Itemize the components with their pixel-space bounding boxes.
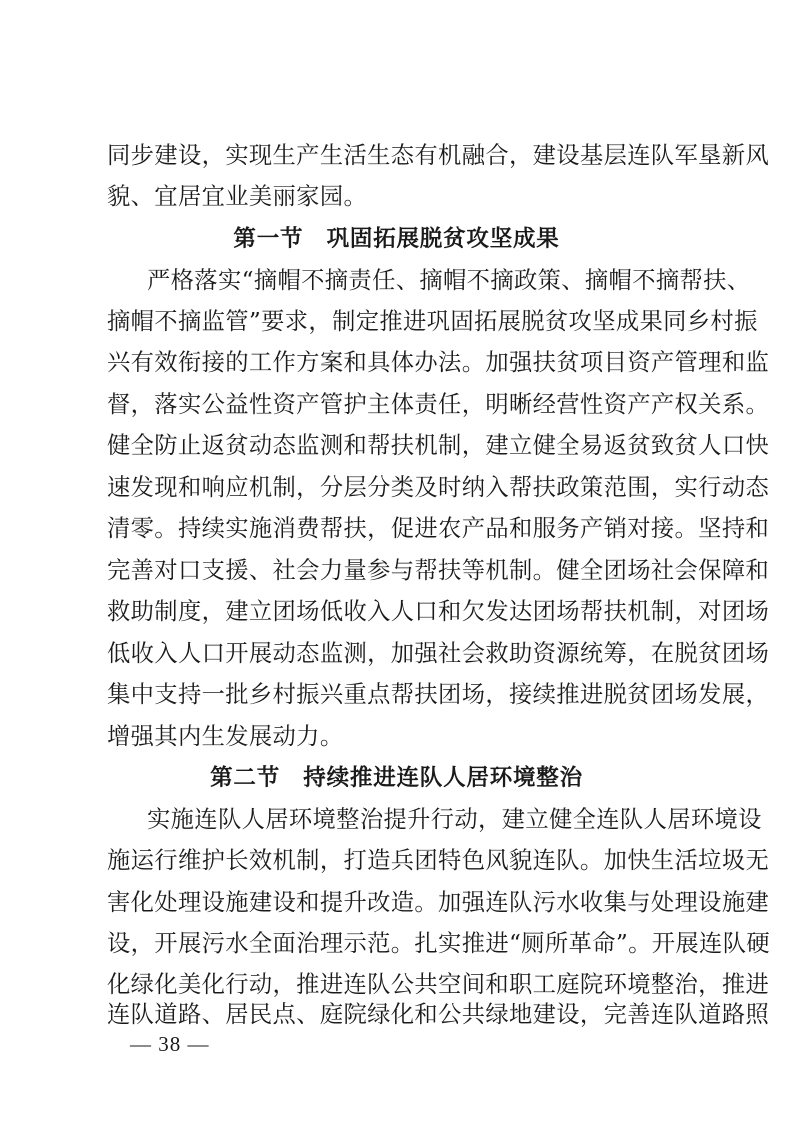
page-number: — 38 — (130, 1032, 210, 1056)
paragraph-line: 施运行维护长效机制，打造兵团特色风貌连队。加快生活垃圾无 (107, 847, 770, 874)
paragraph-line: 清零。持续实施消费帮扶，促进农产品和服务产销对接。坚持和 (107, 515, 770, 542)
paragraph-line: 兴有效衔接的工作方案和具体办法。加强扶贫项目资产管理和监 (107, 349, 770, 376)
paragraph-line: 速发现和响应机制，分层分类及时纳入帮扶政策范围，实行动态 (107, 474, 770, 501)
paragraph-line: 设，开展污水全面治理示范。扎实推进“厕所革命”。开展连队硬 (107, 930, 770, 957)
paragraph-line: 完善对口支援、社会力量参与帮扶等机制。健全团场社会保障和 (107, 557, 770, 584)
paragraph-line: 化绿化美化行动，推进连队公共空间和职工庭院环境整治，推进 (107, 971, 770, 998)
paragraph-line: 同步建设，实现生产生活生态有机融合，建设基层连队军垦新风 (107, 142, 770, 169)
paragraph-line: 救助制度，建立团场低收入人口和欠发达团场帮扶机制，对团场 (107, 598, 770, 625)
paragraph-line: 摘帽不摘监管”要求，制定推进巩固拓展脱贫攻坚成果同乡村振 (107, 308, 758, 335)
paragraph-line: 健全防止返贫动态监测和帮扶机制，建立健全易返贫致贫人口快 (107, 432, 770, 459)
paragraph-line: 集中支持一批乡村振兴重点帮扶团场，接续推进脱贫团场发展， (107, 681, 770, 708)
paragraph-line: 增强其内生发展动力。 (107, 723, 344, 750)
paragraph-line: 低收入人口开展动态监测，加强社会救助资源统筹，在脱贫团场 (107, 640, 770, 667)
paragraph-line: 连队道路、居民点、庭院绿化和公共绿地建设，完善连队道路照 (107, 1001, 770, 1028)
section-heading-1: 第一节 巩固拓展脱贫攻坚成果 (233, 226, 560, 252)
paragraph-line: 害化处理设施建设和提升改造。加强连队污水收集与处理设施建 (107, 889, 770, 916)
paragraph-line: 貌、宜居宜业美丽家园。 (107, 183, 368, 210)
paragraph-line: 严格落实“摘帽不摘责任、摘帽不摘政策、摘帽不摘帮扶、 (147, 267, 751, 294)
paragraph-line: 实施连队人居环境整治提升行动，建立健全连队人居环境设 (147, 806, 762, 833)
paragraph-line: 督，落实公益性资产管护主体责任，明晰经营性资产产权关系。 (107, 391, 770, 418)
section-heading-2: 第二节 持续推进连队人居环境整治 (210, 765, 583, 791)
